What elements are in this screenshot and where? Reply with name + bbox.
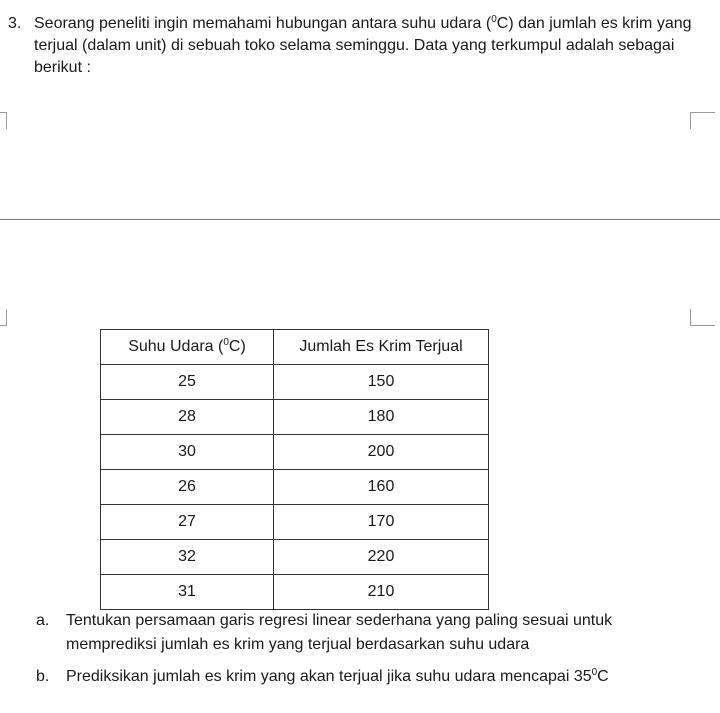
subquestion-a-letter: a. [36, 612, 50, 629]
question-text-part1: Seorang peneliti ingin memahami hubungan antara suhu udara ( [34, 15, 492, 32]
cell-suhu: 25 [101, 365, 274, 400]
subquestion-a-line2: memprediksi jumlah es krim yang terjual berdasarkan suhu udara [66, 636, 530, 653]
question-number: 3. [8, 15, 22, 32]
cell-jumlah: 170 [274, 505, 489, 540]
cell-jumlah: 180 [274, 400, 489, 435]
crop-mark-bottom-right [690, 309, 715, 326]
question-text-part2: C) dan jumlah es krim yang terjual (dalam unit) di sebuah toko selama seminggu. Data yang terkumpul adalah sebagai berikut : [34, 15, 692, 76]
crop-mark-top-left [0, 112, 7, 129]
header-jumlah-es-krim: Jumlah Es Krim Terjual [274, 330, 489, 365]
subquestion-b-letter: b. [36, 668, 50, 685]
subquestion-b [36, 665, 676, 689]
header-degree-superscript: 0 [223, 337, 229, 348]
table-row [101, 435, 489, 470]
degree-superscript: 0 [491, 14, 497, 25]
subquestion-a-line1: Tentukan persamaan garis regresi linear sederhana yang paling sesuai untuk [66, 612, 613, 629]
page-divider [0, 219, 720, 220]
cell-jumlah: 210 [274, 575, 489, 610]
table-row [101, 505, 489, 540]
data-table [100, 329, 489, 610]
subquestion-b-text: Prediksikan jumlah es krim yang akan terjual jika suhu udara mencapai 35 [66, 668, 592, 685]
subquestion-b-degree-superscript: 0 [591, 667, 598, 678]
table-row [101, 540, 489, 575]
crop-mark-top-right [690, 112, 715, 129]
table-row [101, 365, 489, 400]
table-row [101, 400, 489, 435]
table-header-row [101, 330, 489, 365]
subquestion-a [36, 609, 676, 657]
cell-suhu: 32 [101, 540, 274, 575]
cell-suhu: 31 [101, 575, 274, 610]
cell-jumlah: 220 [274, 540, 489, 575]
header-suhu-suffix: C) [228, 338, 246, 355]
cell-suhu: 26 [101, 470, 274, 505]
cell-suhu: 27 [101, 505, 274, 540]
table-row [101, 575, 489, 610]
header-suhu-prefix: Suhu Udara ( [128, 338, 224, 355]
table-row [101, 470, 489, 505]
subquestion-b-unit: C [597, 668, 609, 685]
cell-suhu: 28 [101, 400, 274, 435]
cell-jumlah: 200 [274, 435, 489, 470]
cell-suhu: 30 [101, 435, 274, 470]
cell-jumlah: 160 [274, 470, 489, 505]
header-suhu-udara [101, 330, 274, 365]
crop-mark-bottom-left [0, 309, 7, 326]
question-text [34, 13, 694, 79]
cell-jumlah: 150 [274, 365, 489, 400]
